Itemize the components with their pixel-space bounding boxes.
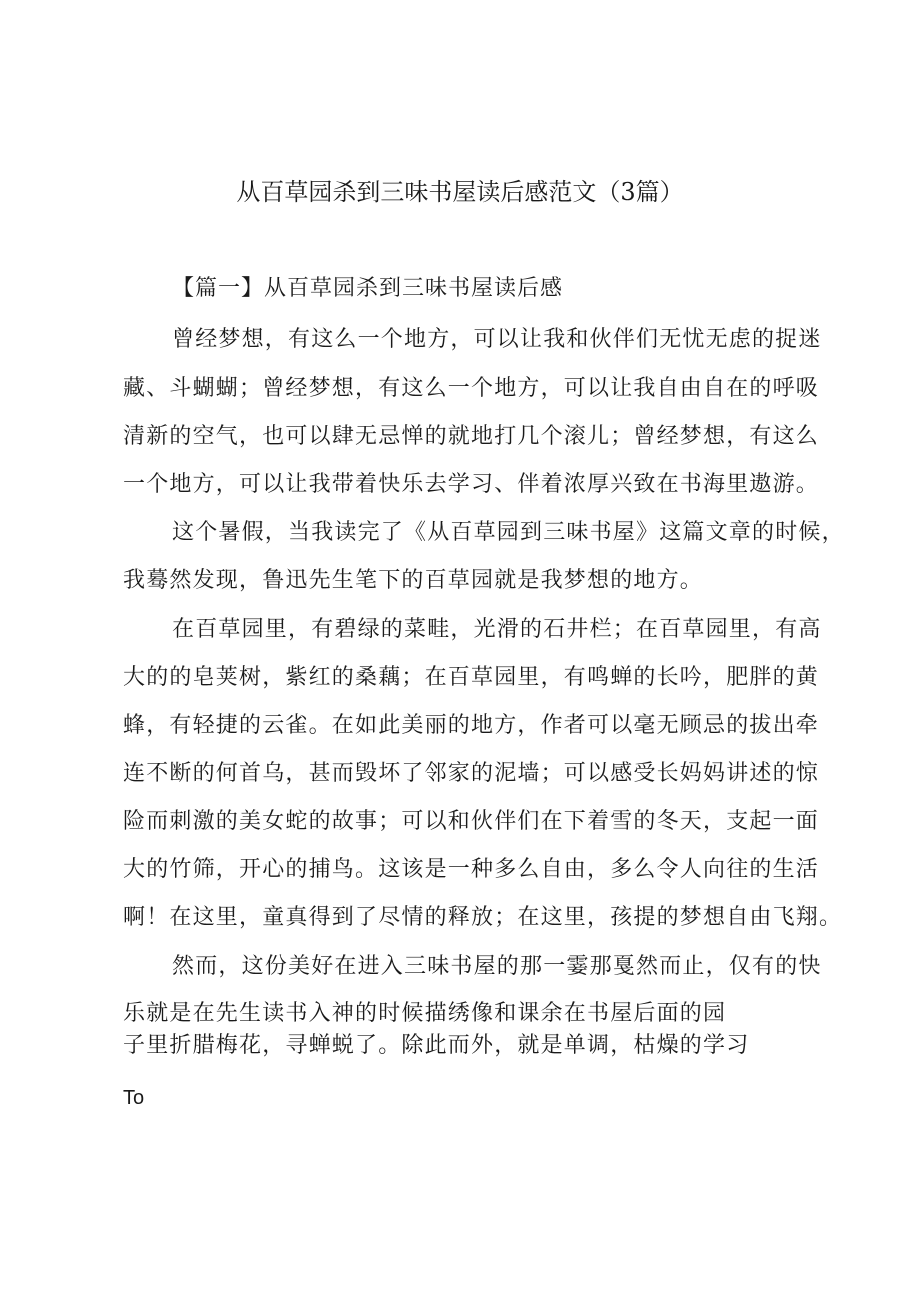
paragraph-line: 一个地方，可以让我带着快乐去学习、伴着浓厚兴致在书海里遨游。 xyxy=(123,472,820,497)
document-title: 从百草园杀到三味书屋读后感范文（3篇） xyxy=(236,178,684,206)
paragraph-line: 然而，这份美好在进入三味书屋的那一霎那戛然而止，仅有的快 xyxy=(172,954,822,979)
paragraph-line: 大的的皂荚树，紫红的桑藕；在百草园里，有鸣蝉的长吟，肥胖的黄 xyxy=(123,665,820,690)
footer-text: To xyxy=(123,1087,145,1109)
section-heading: 【篇一】从百草园杀到三味书屋读后感 xyxy=(172,276,564,301)
paragraph-line: 曾经梦想，有这么一个地方，可以让我和伙伴们无忧无虑的捉迷 xyxy=(172,327,822,352)
paragraph-line: 在百草园里，有碧绿的菜畦，光滑的石井栏；在百草园里，有高 xyxy=(172,617,822,642)
paragraph-line: 连不断的何首乌，甚而毁坏了邻家的泥墙；可以感受长妈妈讲述的惊 xyxy=(123,761,820,786)
paragraph-line: 子里折腊梅花，寻蝉蜕了。除此而外，就是单调，枯燥的学习 xyxy=(123,1033,750,1058)
paragraph-line: 藏、斗蝴蝴；曾经梦想，有这么一个地方，可以让我自由自在的呼吸 xyxy=(123,376,820,401)
paragraph-line: 清新的空气，也可以肆无忌惮的就地打几个滚儿；曾经梦想，有这么 xyxy=(123,424,820,449)
paragraph-line: 我蓦然发现，鲁迅先生笔下的百草园就是我梦想的地方。 xyxy=(123,568,704,593)
paragraph-line: 险而刺激的美女蛇的故事；可以和伙伴们在下着雪的冬天，支起一面 xyxy=(123,809,820,834)
paragraph-line: 这个暑假，当我读完了《从百草园到三味书屋》这篇文章的时候， xyxy=(172,520,845,545)
paragraph-line: 啊！在这里，童真得到了尽情的释放；在这里，孩提的梦想自由飞翔。 xyxy=(123,905,843,930)
paragraph-line: 大的竹筛，开心的捕鸟。这该是一种多么自由，多么令人向往的生活 xyxy=(123,857,820,882)
paragraph-line: 乐就是在先生读书入神的时候描绣像和课余在书屋后面的园 xyxy=(123,1001,727,1026)
paragraph-line: 蜂，有轻捷的云雀。在如此美丽的地方，作者可以毫无顾忌的拔出牵 xyxy=(123,713,820,738)
